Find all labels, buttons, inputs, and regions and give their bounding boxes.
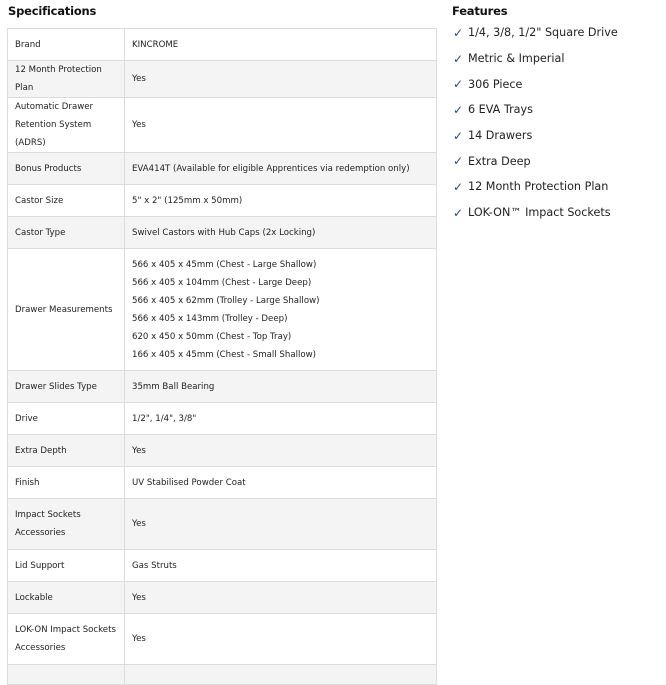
feature-label: 1/4, 3/8, 1/2" Square Drive (468, 26, 618, 40)
spec-value-cell (125, 217, 437, 249)
spec-value-cell (125, 467, 437, 499)
feature-item (453, 97, 618, 123)
spec-value: Yes (132, 634, 146, 644)
spec-row (8, 614, 437, 665)
spec-value: 5" x 2" (125mm x 50mm) (132, 195, 243, 206)
spec-value: 566 x 405 x 104mm (Chest - Large Deep) (132, 277, 312, 288)
spec-value: 35mm Ball Bearing (132, 381, 215, 392)
spec-value: 1/2", 1/4", 3/8" (132, 413, 197, 424)
spec-value-cell (125, 665, 437, 685)
feature-label: 14 Drawers (468, 129, 533, 143)
spec-value-cell (125, 614, 437, 665)
checkmark-icon: ✓ (453, 77, 464, 92)
spec-value: Yes (132, 120, 146, 130)
spec-label: Lid Support (8, 550, 125, 582)
feature-item (453, 200, 618, 226)
spec-value: EVA414T (Available for eligible Apprentices via redemption only) (132, 163, 410, 174)
spec-value-cell (125, 61, 437, 98)
checkmark-icon: ✓ (453, 25, 464, 40)
spec-value-cell (125, 185, 437, 217)
spec-label: Brand (8, 29, 125, 61)
spec-row (8, 371, 437, 403)
spec-row (8, 29, 437, 61)
feature-item (453, 123, 618, 149)
spec-row (8, 467, 437, 499)
feature-label: LOK-ON™ Impact Sockets (468, 206, 611, 220)
spec-label: Castor Size (8, 185, 125, 217)
spec-label: Castor Type (8, 217, 125, 249)
spec-value-cell (125, 249, 437, 371)
feature-label: Extra Deep (468, 154, 531, 168)
spec-label: Drawer Measurements (8, 249, 125, 371)
spec-row (8, 499, 437, 550)
feature-item (453, 20, 618, 46)
spec-value: KINCROME (132, 39, 179, 50)
feature-item (453, 148, 618, 174)
specifications-table (7, 28, 437, 685)
spec-value-cell (125, 403, 437, 435)
spec-value-cell (125, 98, 437, 153)
spec-label: Lockable (8, 582, 125, 614)
checkmark-icon: ✓ (453, 179, 464, 194)
spec-value: Gas Struts (132, 560, 177, 571)
specifications-table-body (8, 29, 437, 685)
spec-label: Finish (8, 467, 125, 499)
checkmark-icon: ✓ (453, 128, 464, 143)
spec-label (8, 665, 125, 685)
spec-row (8, 249, 437, 371)
spec-row (8, 61, 437, 98)
spec-value-cell (125, 435, 437, 467)
specifications-title: Specifications (8, 4, 97, 18)
checkmark-icon: ✓ (453, 154, 464, 169)
spec-value: Yes (132, 74, 146, 84)
spec-label: Extra Depth (8, 435, 125, 467)
spec-value: 166 x 405 x 45mm (Chest - Small Shallow) (132, 349, 316, 360)
feature-label: Metric & Imperial (468, 52, 565, 66)
spec-label: Drive (8, 403, 125, 435)
spec-value: 620 x 450 x 50mm (Chest - Top Tray) (132, 331, 292, 342)
spec-value-cell (125, 499, 437, 550)
spec-value: Yes (132, 592, 146, 603)
spec-value: Yes (132, 519, 146, 529)
spec-row (8, 403, 437, 435)
spec-row (8, 98, 437, 153)
spec-value: 566 x 405 x 143mm (Trolley - Deep) (132, 313, 288, 324)
feature-item (453, 174, 618, 200)
spec-label: Impact Sockets Accessories (8, 499, 125, 550)
spec-value-cell (125, 371, 437, 403)
spec-value-cell (125, 550, 437, 582)
spec-label: LOK-ON Impact Sockets Accessories (8, 614, 125, 665)
spec-value: 566 x 405 x 62mm (Trolley - Large Shallow) (132, 295, 320, 306)
spec-value-cell (125, 153, 437, 185)
spec-value: Swivel Castors with Hub Caps (2x Locking) (132, 227, 316, 238)
features-title: Features (452, 4, 508, 18)
feature-label: 306 Piece (468, 77, 523, 91)
spec-row (8, 435, 437, 467)
checkmark-icon: ✓ (453, 102, 464, 117)
checkmark-icon: ✓ (453, 51, 464, 66)
spec-value-cell (125, 29, 437, 61)
spec-label: Automatic Drawer Retention System (ADRS) (8, 98, 125, 153)
spec-row (8, 185, 437, 217)
feature-label: 6 EVA Trays (468, 103, 533, 117)
spec-row (8, 550, 437, 582)
feature-label: 12 Month Protection Plan (468, 180, 609, 194)
spec-row (8, 665, 437, 685)
feature-item (453, 71, 618, 97)
checkmark-icon: ✓ (453, 205, 464, 220)
spec-value-cell (125, 582, 437, 614)
spec-label: Bonus Products (8, 153, 125, 185)
spec-value: 566 x 405 x 45mm (Chest - Large Shallow) (132, 259, 317, 270)
spec-row (8, 153, 437, 185)
feature-item (453, 46, 618, 72)
features-list (453, 20, 618, 226)
spec-label: Drawer Slides Type (8, 371, 125, 403)
spec-value: Yes (132, 445, 146, 456)
spec-row (8, 582, 437, 614)
spec-label: 12 Month Protection Plan (8, 61, 125, 98)
spec-row (8, 217, 437, 249)
spec-value: UV Stabilised Powder Coat (132, 477, 246, 488)
